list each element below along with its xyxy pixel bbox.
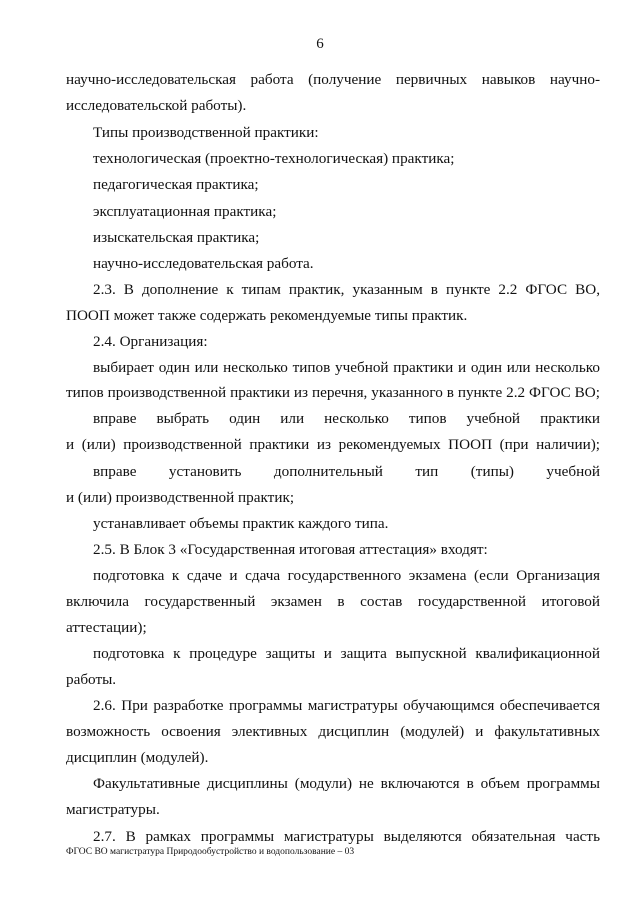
- text-line: и (или) производственной практики из рекомендуемых ПООП (при наличии);: [66, 436, 600, 453]
- text-line: подготовка к сдаче и сдача государственного экзамена (если Организация: [93, 567, 600, 584]
- text-line: магистратуры.: [66, 801, 160, 818]
- text-line: научно-исследовательская работа.: [93, 255, 314, 272]
- text-line: изыскательская практика;: [93, 229, 260, 246]
- text-line: исследовательской работы).: [66, 97, 247, 114]
- text-line: Факультативные дисциплины (модули) не включаются в объем программы: [93, 775, 600, 792]
- text-line: дисциплин (модулей).: [66, 749, 209, 766]
- text-line: типов производственной практики из перечня, указанного в пункте 2.2 ФГОС ВО;: [66, 384, 600, 401]
- text-line: подготовка к процедуре защиты и защита выпускной квалификационной: [93, 645, 600, 662]
- page-footer: ФГОС ВО магистратура Природообустройство и водопользование – 03: [66, 847, 355, 857]
- text-line: устанавливает объемы практик каждого типа.: [93, 515, 389, 532]
- text-line: возможность освоения элективных дисциплин (модулей) и факультативных: [66, 723, 600, 740]
- text-line: аттестации);: [66, 619, 147, 636]
- text-line: технологическая (проектно-технологическая) практика;: [93, 150, 455, 167]
- text-line: и (или) производственной практик;: [66, 489, 295, 506]
- text-line: 2.4. Организация:: [93, 333, 208, 350]
- text-line: Типы производственной практики:: [93, 124, 319, 141]
- text-line: научно-исследовательская работа (получение первичных навыков научно-: [66, 71, 600, 88]
- text-line: 2.6. При разработке программы магистратуры обучающимся обеспечивается: [93, 697, 600, 714]
- text-line: вправе установить дополнительный тип (типы) учебной: [93, 463, 600, 480]
- text-line: ПООП может также содержать рекомендуемые типы практик.: [66, 307, 468, 324]
- page-number: 6: [316, 36, 324, 52]
- text-line: выбирает один или несколько типов учебной практики и один или несколько: [93, 359, 600, 376]
- text-line: эксплуатационная практика;: [93, 203, 277, 220]
- text-line: включила государственный экзамен в состав государственной итоговой: [66, 593, 600, 610]
- text-line: работы.: [66, 671, 117, 688]
- text-line: 2.5. В Блок 3 «Государственная итоговая аттестация» входят:: [93, 541, 488, 558]
- text-line: педагогическая практика;: [93, 176, 259, 193]
- text-line: 2.3. В дополнение к типам практик, указанным в пункте 2.2 ФГОС ВО,: [93, 281, 600, 298]
- text-line: 2.7. В рамках программы магистратуры выделяются обязательная часть: [93, 828, 600, 845]
- text-line: вправе выбрать один или несколько типов учебной практики: [93, 410, 600, 427]
